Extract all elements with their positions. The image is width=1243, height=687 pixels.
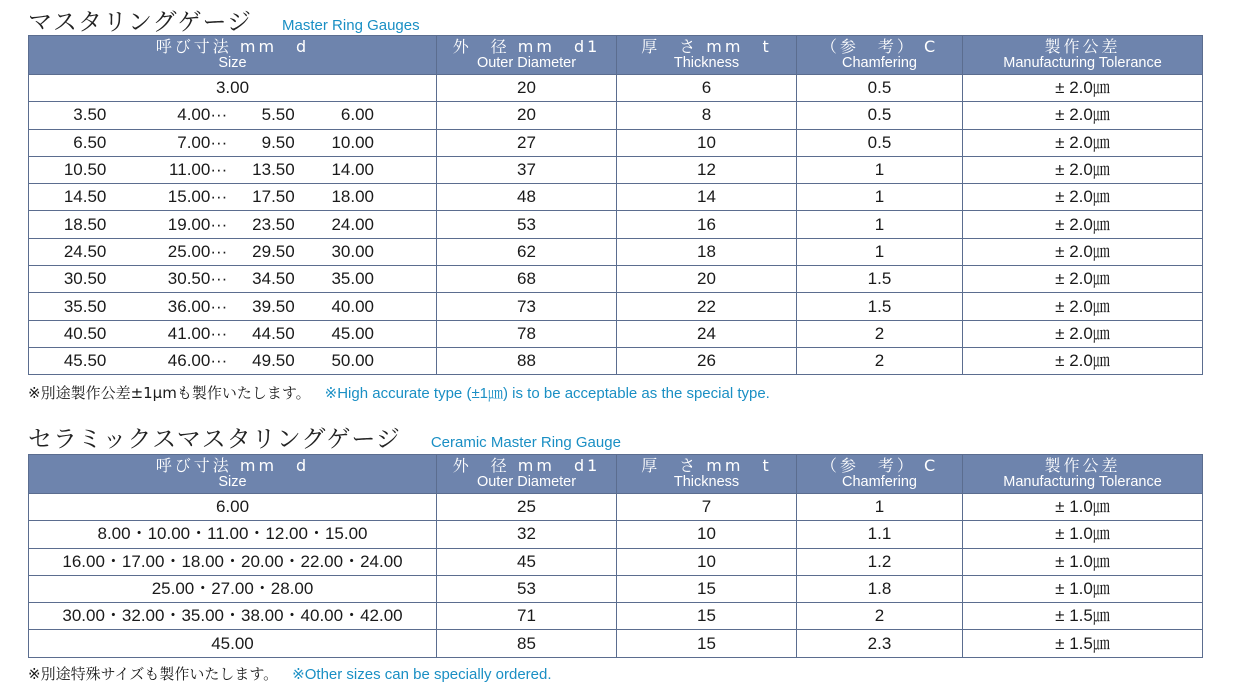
size-value: 10.50 [63,160,107,180]
size-value: 41.00··· [167,323,228,343]
tolerance-cell: ± 2.0㎛ [963,320,1203,347]
size-value: 6.00 [340,105,375,125]
header-tolerance: 製作公差 Manufacturing Tolerance [963,36,1203,75]
size-value: 25.00··· [167,241,228,261]
thickness-cell: 15 [617,630,797,657]
size-value: 17.50 [252,187,295,207]
outer-diameter-cell: 48 [437,184,617,211]
table-row [29,347,1203,374]
outer-diameter-cell: 25 [437,494,617,521]
size-cell [29,320,437,347]
master-note-jp: ※別途製作公差±1μmも製作いたします。 [28,384,311,402]
header-size: 呼び寸法 mm d Size [29,36,437,75]
outer-diameter-cell: 85 [437,630,617,657]
tolerance-cell: ± 1.5㎛ [963,630,1203,657]
chamfering-cell: 1.1 [797,521,963,548]
size-range [35,321,430,347]
size-value: 19.00··· [167,214,228,234]
chamfering-cell: 2 [797,320,963,347]
chamfering-cell: 2 [797,347,963,374]
table-row [29,75,1203,102]
size-cell: 30.00・32.00・35.00・38.00・40.00・42.00 [29,603,437,630]
tolerance-cell: ± 1.5㎛ [963,603,1203,630]
size-value: 4.00··· [177,105,228,125]
table-row [29,630,1203,657]
thickness-cell: 8 [617,102,797,129]
master-note [28,382,770,403]
header-thickness: 厚 さ mm t Thickness [617,455,797,494]
master-ring-table [28,35,1203,375]
chamfering-cell: 1.2 [797,548,963,575]
size-range [35,184,430,210]
tolerance-cell: ± 1.0㎛ [963,575,1203,602]
size-range [35,239,430,265]
chamfering-cell: 2.3 [797,630,963,657]
ceramic-note-jp: ※別途特殊サイズも製作いたします。 [28,665,279,683]
table-row [29,548,1203,575]
size-range [35,212,430,238]
size-range [35,157,430,183]
outer-diameter-cell: 37 [437,156,617,183]
master-note-en: ※High accurate type (±1㎛) is to be acceptable as the special type. [324,385,770,402]
size-value: 40.50 [63,323,107,343]
size-value: 10.00 [331,132,375,152]
header-outer-diameter: 外 径 mm d1 Outer Diameter [437,455,617,494]
outer-diameter-cell: 32 [437,521,617,548]
master-section-title [28,2,420,37]
chamfering-cell: 1 [797,494,963,521]
chamfering-cell: 1 [797,156,963,183]
size-range [35,102,430,128]
chamfering-cell: 1.5 [797,266,963,293]
thickness-cell: 14 [617,184,797,211]
table-row [29,156,1203,183]
outer-diameter-cell: 88 [437,347,617,374]
tolerance-cell: ± 2.0㎛ [963,102,1203,129]
size-value: 34.50 [252,269,295,289]
size-value: 35.00 [331,269,375,289]
table-row [29,293,1203,320]
table-header-row [29,36,1203,75]
size-value: 39.50 [252,296,295,316]
thickness-cell: 22 [617,293,797,320]
size-value: 24.00 [331,214,375,234]
size-value: 24.50 [63,241,107,261]
table-row [29,211,1203,238]
size-value: 36.00··· [167,296,228,316]
size-value: 30.00 [331,241,375,261]
size-value: 7.00··· [177,132,228,152]
size-value: 23.50 [252,214,295,234]
size-value: 14.50 [63,187,107,207]
thickness-cell: 24 [617,320,797,347]
table-header-row [29,455,1203,494]
tolerance-cell: ± 2.0㎛ [963,156,1203,183]
size-value: 30.50··· [167,269,228,289]
header-chamfering: （参 考） C Chamfering [797,36,963,75]
tolerance-cell: ± 2.0㎛ [963,293,1203,320]
chamfering-cell: 0.5 [797,75,963,102]
outer-diameter-cell: 27 [437,129,617,156]
chamfering-cell: 0.5 [797,102,963,129]
outer-diameter-cell: 71 [437,603,617,630]
size-value: 13.50 [252,160,295,180]
table-row [29,129,1203,156]
table-row [29,575,1203,602]
table-row [29,320,1203,347]
size-value: 40.00 [331,296,375,316]
size-cell [29,293,437,320]
size-value: 46.00··· [167,351,228,371]
chamfering-cell: 1 [797,184,963,211]
table-row [29,603,1203,630]
table-row [29,102,1203,129]
thickness-cell: 12 [617,156,797,183]
table-row [29,266,1203,293]
thickness-cell: 26 [617,347,797,374]
size-value: 6.50 [73,132,107,152]
outer-diameter-cell: 62 [437,238,617,265]
header-chamfering: （参 考） C Chamfering [797,455,963,494]
thickness-cell: 10 [617,521,797,548]
tolerance-cell: ± 1.0㎛ [963,494,1203,521]
size-cell [29,347,437,374]
ceramic-section-title [28,419,621,454]
size-cell: 3.00 [29,75,437,102]
chamfering-cell: 1 [797,211,963,238]
tolerance-cell: ± 1.0㎛ [963,521,1203,548]
master-title-jp: マスタリングゲージ [28,8,253,36]
size-cell [29,102,437,129]
size-value: 45.00 [331,323,375,343]
thickness-cell: 20 [617,266,797,293]
outer-diameter-cell: 68 [437,266,617,293]
chamfering-cell: 1 [797,238,963,265]
thickness-cell: 10 [617,129,797,156]
size-value: 9.50 [261,132,295,152]
ceramic-title-en: Ceramic Master Ring Gauge [430,434,621,451]
table-row [29,238,1203,265]
size-value: 44.50 [252,323,295,343]
tolerance-cell: ± 2.0㎛ [963,211,1203,238]
size-cell: 45.00 [29,630,437,657]
tolerance-cell: ± 1.0㎛ [963,548,1203,575]
size-cell [29,184,437,211]
size-range [35,266,430,292]
size-value: 50.00 [331,351,375,371]
outer-diameter-cell: 45 [437,548,617,575]
header-size: 呼び寸法 mm d Size [29,455,437,494]
outer-diameter-cell: 78 [437,320,617,347]
size-range [35,294,430,320]
size-value: 49.50 [252,351,295,371]
size-cell [29,129,437,156]
outer-diameter-cell: 53 [437,211,617,238]
master-title-en: Master Ring Gauges [282,17,420,34]
tolerance-cell: ± 2.0㎛ [963,75,1203,102]
size-value: 18.00 [331,187,375,207]
thickness-cell: 18 [617,238,797,265]
size-value: 45.50 [63,351,107,371]
size-value: 14.00 [331,160,375,180]
tolerance-cell: ± 2.0㎛ [963,347,1203,374]
outer-diameter-cell: 20 [437,75,617,102]
tolerance-cell: ± 2.0㎛ [963,238,1203,265]
size-value: 35.50 [63,296,107,316]
size-value: 11.00··· [169,160,228,180]
chamfering-cell: 1.5 [797,293,963,320]
size-cell [29,211,437,238]
size-cell [29,266,437,293]
ceramic-note-en: ※Other sizes can be specially ordered. [292,666,552,683]
tolerance-cell: ± 2.0㎛ [963,266,1203,293]
ceramic-note [28,663,552,684]
size-value: 18.50 [63,214,107,234]
thickness-cell: 7 [617,494,797,521]
chamfering-cell: 2 [797,603,963,630]
table-row [29,184,1203,211]
size-value: 29.50 [252,241,295,261]
chamfering-cell: 1.8 [797,575,963,602]
size-cell: 6.00 [29,494,437,521]
size-value: 3.50 [73,105,107,125]
size-cell: 16.00・17.00・18.00・20.00・22.00・24.00 [29,548,437,575]
ceramic-title-jp: セラミックスマスタリングゲージ [28,425,401,453]
thickness-cell: 15 [617,603,797,630]
size-cell [29,156,437,183]
outer-diameter-cell: 73 [437,293,617,320]
outer-diameter-cell: 53 [437,575,617,602]
table-row [29,521,1203,548]
size-range [35,348,430,374]
thickness-cell: 15 [617,575,797,602]
size-value: 30.50 [63,269,107,289]
size-cell [29,238,437,265]
ceramic-ring-table [28,454,1203,658]
size-cell: 8.00・10.00・11.00・12.00・15.00 [29,521,437,548]
header-tolerance: 製作公差 Manufacturing Tolerance [963,455,1203,494]
header-outer-diameter: 外 径 mm d1 Outer Diameter [437,36,617,75]
tolerance-cell: ± 2.0㎛ [963,184,1203,211]
size-cell: 25.00・27.00・28.00 [29,575,437,602]
size-range [35,130,430,156]
size-value: 5.50 [261,105,295,125]
chamfering-cell: 0.5 [797,129,963,156]
thickness-cell: 10 [617,548,797,575]
tolerance-cell: ± 2.0㎛ [963,129,1203,156]
thickness-cell: 6 [617,75,797,102]
header-thickness: 厚 さ mm t Thickness [617,36,797,75]
thickness-cell: 16 [617,211,797,238]
table-row [29,494,1203,521]
outer-diameter-cell: 20 [437,102,617,129]
size-value: 15.00··· [167,187,228,207]
